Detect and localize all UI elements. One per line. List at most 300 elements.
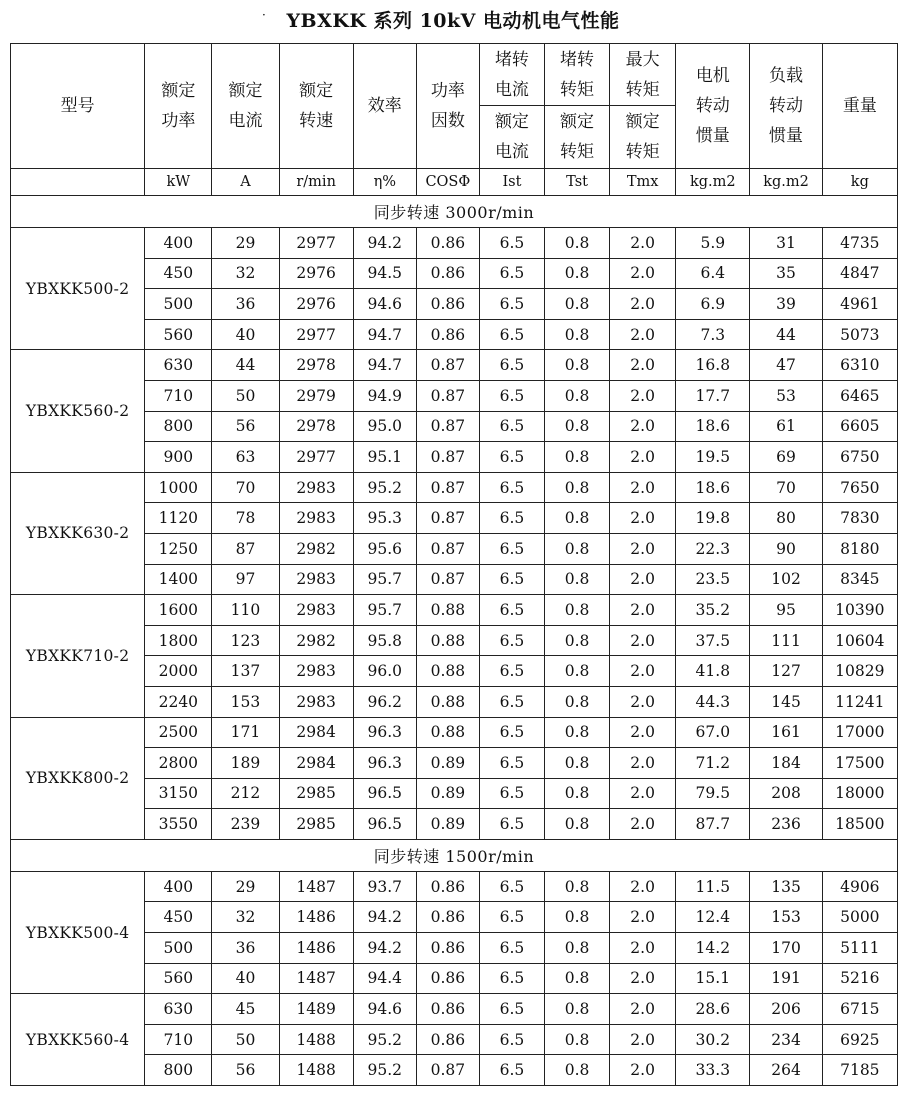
data-cell: 0.87 bbox=[416, 1055, 479, 1086]
data-cell: 2984 bbox=[279, 717, 353, 748]
data-cell: 94.4 bbox=[353, 963, 416, 994]
data-cell: 1600 bbox=[145, 595, 212, 626]
data-cell: 2500 bbox=[145, 717, 212, 748]
table-row bbox=[11, 871, 898, 902]
data-cell: 18.6 bbox=[676, 472, 750, 503]
model-cell: YBXKK630-2 bbox=[11, 472, 145, 594]
data-cell: 6.9 bbox=[676, 289, 750, 320]
data-cell: 2.0 bbox=[610, 933, 676, 964]
data-cell: 400 bbox=[145, 228, 212, 259]
data-cell: 0.8 bbox=[544, 503, 609, 534]
data-cell: 90 bbox=[750, 533, 822, 564]
data-cell: 127 bbox=[750, 656, 822, 687]
data-cell: 96.5 bbox=[353, 809, 416, 840]
data-cell: 47 bbox=[750, 350, 822, 381]
data-cell: 1250 bbox=[145, 533, 212, 564]
header-rated-speed: 额定 转速 bbox=[279, 44, 353, 169]
data-cell: 39 bbox=[750, 289, 822, 320]
data-cell: 1800 bbox=[145, 625, 212, 656]
data-cell: 161 bbox=[750, 717, 822, 748]
data-cell: 184 bbox=[750, 748, 822, 779]
model-cell: YBXKK500-2 bbox=[11, 228, 145, 350]
data-cell: 6.5 bbox=[479, 902, 544, 933]
data-cell: 1487 bbox=[279, 963, 353, 994]
data-cell: 6.5 bbox=[479, 778, 544, 809]
data-cell: 44.3 bbox=[676, 686, 750, 717]
data-cell: 560 bbox=[145, 319, 212, 350]
data-cell: 0.87 bbox=[416, 472, 479, 503]
data-cell: 0.8 bbox=[544, 350, 609, 381]
data-cell: 0.88 bbox=[416, 717, 479, 748]
header-model: 型号 bbox=[11, 44, 145, 169]
data-cell: 94.7 bbox=[353, 350, 416, 381]
data-cell: 110 bbox=[212, 595, 279, 626]
data-cell: 2.0 bbox=[610, 472, 676, 503]
data-cell: 7.3 bbox=[676, 319, 750, 350]
data-cell: 236 bbox=[750, 809, 822, 840]
data-cell: 450 bbox=[145, 258, 212, 289]
data-cell: 11.5 bbox=[676, 871, 750, 902]
data-cell: 0.89 bbox=[416, 809, 479, 840]
data-cell: 50 bbox=[212, 380, 279, 411]
data-cell: 61 bbox=[750, 411, 822, 442]
data-cell: 35 bbox=[750, 258, 822, 289]
data-cell: 6925 bbox=[822, 1024, 897, 1055]
data-cell: 6.5 bbox=[479, 1055, 544, 1086]
table-row bbox=[11, 228, 898, 259]
data-cell: 0.8 bbox=[544, 963, 609, 994]
data-cell: 95.2 bbox=[353, 472, 416, 503]
data-cell: 28.6 bbox=[676, 994, 750, 1025]
data-cell: 800 bbox=[145, 1055, 212, 1086]
data-cell: 69 bbox=[750, 442, 822, 473]
data-cell: 6.5 bbox=[479, 686, 544, 717]
data-cell: 630 bbox=[145, 994, 212, 1025]
data-cell: 95 bbox=[750, 595, 822, 626]
data-cell: 191 bbox=[750, 963, 822, 994]
data-cell: 123 bbox=[212, 625, 279, 656]
data-cell: 2.0 bbox=[610, 228, 676, 259]
data-cell: 0.87 bbox=[416, 380, 479, 411]
section-row bbox=[11, 839, 898, 871]
data-cell: 2983 bbox=[279, 686, 353, 717]
data-cell: 18000 bbox=[822, 778, 897, 809]
data-cell: 0.89 bbox=[416, 778, 479, 809]
data-cell: 2000 bbox=[145, 656, 212, 687]
data-cell: 94.2 bbox=[353, 933, 416, 964]
data-cell: 2.0 bbox=[610, 258, 676, 289]
data-cell: 36 bbox=[212, 289, 279, 320]
data-cell: 95.2 bbox=[353, 1024, 416, 1055]
data-cell: 2.0 bbox=[610, 564, 676, 595]
data-cell: 5000 bbox=[822, 902, 897, 933]
data-cell: 0.87 bbox=[416, 350, 479, 381]
data-cell: 6.5 bbox=[479, 442, 544, 473]
data-cell: 0.86 bbox=[416, 994, 479, 1025]
data-cell: 2.0 bbox=[610, 350, 676, 381]
table-row bbox=[11, 595, 898, 626]
data-cell: 6.5 bbox=[479, 319, 544, 350]
header-locked-torque-bottom: 额定 转矩 bbox=[544, 106, 609, 169]
data-cell: 87 bbox=[212, 533, 279, 564]
data-cell: 29 bbox=[212, 871, 279, 902]
unit-cell: COSΦ bbox=[416, 169, 479, 196]
data-cell: 17500 bbox=[822, 748, 897, 779]
data-cell: 19.8 bbox=[676, 503, 750, 534]
data-cell: 6.5 bbox=[479, 933, 544, 964]
data-cell: 53 bbox=[750, 380, 822, 411]
unit-cell: Ist bbox=[479, 169, 544, 196]
motor-performance-table bbox=[10, 43, 898, 1086]
data-cell: 6.5 bbox=[479, 1024, 544, 1055]
data-cell: 36 bbox=[212, 933, 279, 964]
data-cell: 6.5 bbox=[479, 411, 544, 442]
data-cell: 6.5 bbox=[479, 350, 544, 381]
data-cell: 2.0 bbox=[610, 902, 676, 933]
data-cell: 32 bbox=[212, 258, 279, 289]
header-motor-inertia: 电机 转动 惯量 bbox=[676, 44, 750, 169]
data-cell: 2.0 bbox=[610, 319, 676, 350]
data-cell: 153 bbox=[212, 686, 279, 717]
model-cell: YBXKK800-2 bbox=[11, 717, 145, 839]
unit-cell: Tst bbox=[544, 169, 609, 196]
data-cell: 2978 bbox=[279, 350, 353, 381]
data-cell: 2976 bbox=[279, 289, 353, 320]
data-cell: 208 bbox=[750, 778, 822, 809]
data-cell: 94.2 bbox=[353, 228, 416, 259]
data-cell: 6465 bbox=[822, 380, 897, 411]
data-cell: 5.9 bbox=[676, 228, 750, 259]
header-max-torque-top: 最大 转矩 bbox=[610, 44, 676, 106]
data-cell: 2982 bbox=[279, 625, 353, 656]
data-cell: 0.86 bbox=[416, 963, 479, 994]
data-cell: 94.9 bbox=[353, 380, 416, 411]
data-cell: 1120 bbox=[145, 503, 212, 534]
data-cell: 94.7 bbox=[353, 319, 416, 350]
data-cell: 2.0 bbox=[610, 1055, 676, 1086]
data-cell: 560 bbox=[145, 963, 212, 994]
data-cell: 18500 bbox=[822, 809, 897, 840]
unit-cell: r/min bbox=[279, 169, 353, 196]
data-cell: 153 bbox=[750, 902, 822, 933]
data-cell: 6.5 bbox=[479, 289, 544, 320]
data-cell: 32 bbox=[212, 902, 279, 933]
data-cell: 135 bbox=[750, 871, 822, 902]
data-cell: 0.8 bbox=[544, 809, 609, 840]
data-cell: 145 bbox=[750, 686, 822, 717]
data-cell: 31 bbox=[750, 228, 822, 259]
data-cell: 2240 bbox=[145, 686, 212, 717]
unit-cell: kg.m2 bbox=[750, 169, 822, 196]
data-cell: 2979 bbox=[279, 380, 353, 411]
data-cell: 71.2 bbox=[676, 748, 750, 779]
data-cell: 2.0 bbox=[610, 871, 676, 902]
data-cell: 102 bbox=[750, 564, 822, 595]
data-cell: 2.0 bbox=[610, 442, 676, 473]
data-cell: 2.0 bbox=[610, 994, 676, 1025]
data-cell: 87.7 bbox=[676, 809, 750, 840]
data-cell: 29 bbox=[212, 228, 279, 259]
data-cell: 0.8 bbox=[544, 380, 609, 411]
data-cell: 0.86 bbox=[416, 319, 479, 350]
unit-cell: kW bbox=[145, 169, 212, 196]
units-row bbox=[11, 169, 898, 196]
data-cell: 11241 bbox=[822, 686, 897, 717]
data-cell: 111 bbox=[750, 625, 822, 656]
data-cell: 78 bbox=[212, 503, 279, 534]
data-cell: 2984 bbox=[279, 748, 353, 779]
header-power-factor: 功率 因数 bbox=[416, 44, 479, 169]
data-cell: 2.0 bbox=[610, 533, 676, 564]
data-cell: 6310 bbox=[822, 350, 897, 381]
data-cell: 30.2 bbox=[676, 1024, 750, 1055]
data-cell: 264 bbox=[750, 1055, 822, 1086]
header-locked-current-bottom: 额定 电流 bbox=[479, 106, 544, 169]
data-cell: 70 bbox=[212, 472, 279, 503]
data-cell: 0.8 bbox=[544, 258, 609, 289]
unit-cell: Tmx bbox=[610, 169, 676, 196]
data-cell: 710 bbox=[145, 1024, 212, 1055]
header-locked-torque-top: 堵转 转矩 bbox=[544, 44, 609, 106]
table-row bbox=[11, 472, 898, 503]
data-cell: 0.86 bbox=[416, 289, 479, 320]
data-cell: 900 bbox=[145, 442, 212, 473]
data-cell: 1000 bbox=[145, 472, 212, 503]
data-cell: 96.5 bbox=[353, 778, 416, 809]
data-cell: 56 bbox=[212, 1055, 279, 1086]
data-cell: 0.88 bbox=[416, 656, 479, 687]
data-cell: 2977 bbox=[279, 442, 353, 473]
title-mark: · bbox=[262, 8, 266, 22]
data-cell: 0.86 bbox=[416, 258, 479, 289]
data-cell: 2978 bbox=[279, 411, 353, 442]
data-cell: 2.0 bbox=[610, 1024, 676, 1055]
data-cell: 2983 bbox=[279, 472, 353, 503]
data-cell: 0.8 bbox=[544, 533, 609, 564]
page-title: YBXKK 系列 10kV 电动机电气性能 bbox=[286, 10, 620, 32]
data-cell: 2977 bbox=[279, 228, 353, 259]
data-cell: 2.0 bbox=[610, 748, 676, 779]
data-cell: 0.87 bbox=[416, 411, 479, 442]
model-cell: YBXKK560-4 bbox=[11, 994, 145, 1086]
data-cell: 19.5 bbox=[676, 442, 750, 473]
data-cell: 212 bbox=[212, 778, 279, 809]
data-cell: 0.86 bbox=[416, 1024, 479, 1055]
data-cell: 2.0 bbox=[610, 595, 676, 626]
data-cell: 6.5 bbox=[479, 380, 544, 411]
data-cell: 10829 bbox=[822, 656, 897, 687]
data-cell: 170 bbox=[750, 933, 822, 964]
data-cell: 0.8 bbox=[544, 228, 609, 259]
data-cell: 137 bbox=[212, 656, 279, 687]
data-cell: 0.8 bbox=[544, 411, 609, 442]
data-cell: 45 bbox=[212, 994, 279, 1025]
data-cell: 67.0 bbox=[676, 717, 750, 748]
data-cell: 0.8 bbox=[544, 778, 609, 809]
data-cell: 239 bbox=[212, 809, 279, 840]
data-cell: 0.8 bbox=[544, 994, 609, 1025]
data-cell: 0.87 bbox=[416, 533, 479, 564]
data-cell: 44 bbox=[212, 350, 279, 381]
data-cell: 6.5 bbox=[479, 595, 544, 626]
data-cell: 6.5 bbox=[479, 564, 544, 595]
data-cell: 8345 bbox=[822, 564, 897, 595]
header-weight: 重量 bbox=[822, 44, 897, 169]
data-cell: 79.5 bbox=[676, 778, 750, 809]
data-cell: 171 bbox=[212, 717, 279, 748]
data-cell: 2976 bbox=[279, 258, 353, 289]
data-cell: 2.0 bbox=[610, 656, 676, 687]
model-cell: YBXKK500-4 bbox=[11, 871, 145, 993]
data-cell: 94.5 bbox=[353, 258, 416, 289]
data-cell: 6.5 bbox=[479, 871, 544, 902]
data-cell: 710 bbox=[145, 380, 212, 411]
unit-cell: η% bbox=[353, 169, 416, 196]
data-cell: 95.7 bbox=[353, 595, 416, 626]
data-cell: 80 bbox=[750, 503, 822, 534]
data-cell: 96.0 bbox=[353, 656, 416, 687]
data-cell: 2985 bbox=[279, 809, 353, 840]
data-cell: 2977 bbox=[279, 319, 353, 350]
data-cell: 96.3 bbox=[353, 717, 416, 748]
data-cell: 63 bbox=[212, 442, 279, 473]
data-cell: 95.1 bbox=[353, 442, 416, 473]
table-row bbox=[11, 350, 898, 381]
title-row bbox=[0, 0, 906, 40]
data-cell: 0.86 bbox=[416, 228, 479, 259]
data-cell: 33.3 bbox=[676, 1055, 750, 1086]
section-label: 同步转速 3000r/min bbox=[11, 196, 898, 228]
data-cell: 6.5 bbox=[479, 258, 544, 289]
data-cell: 35.2 bbox=[676, 595, 750, 626]
data-cell: 6605 bbox=[822, 411, 897, 442]
data-cell: 2983 bbox=[279, 595, 353, 626]
data-cell: 17000 bbox=[822, 717, 897, 748]
data-cell: 234 bbox=[750, 1024, 822, 1055]
data-cell: 5216 bbox=[822, 963, 897, 994]
data-cell: 0.87 bbox=[416, 564, 479, 595]
header-rated-power: 额定 功率 bbox=[145, 44, 212, 169]
data-cell: 400 bbox=[145, 871, 212, 902]
data-cell: 2.0 bbox=[610, 717, 676, 748]
data-cell: 0.86 bbox=[416, 933, 479, 964]
data-cell: 44 bbox=[750, 319, 822, 350]
data-cell: 500 bbox=[145, 933, 212, 964]
data-cell: 7650 bbox=[822, 472, 897, 503]
data-cell: 0.87 bbox=[416, 503, 479, 534]
data-cell: 93.7 bbox=[353, 871, 416, 902]
data-cell: 95.2 bbox=[353, 1055, 416, 1086]
data-cell: 6.5 bbox=[479, 503, 544, 534]
data-cell: 6.5 bbox=[479, 717, 544, 748]
data-cell: 95.3 bbox=[353, 503, 416, 534]
data-cell: 23.5 bbox=[676, 564, 750, 595]
data-cell: 2983 bbox=[279, 503, 353, 534]
data-cell: 0.89 bbox=[416, 748, 479, 779]
data-cell: 7830 bbox=[822, 503, 897, 534]
data-cell: 4847 bbox=[822, 258, 897, 289]
data-cell: 2.0 bbox=[610, 380, 676, 411]
data-cell: 0.86 bbox=[416, 871, 479, 902]
data-cell: 0.8 bbox=[544, 717, 609, 748]
data-cell: 0.8 bbox=[544, 319, 609, 350]
data-cell: 6.5 bbox=[479, 748, 544, 779]
data-cell: 2.0 bbox=[610, 963, 676, 994]
data-cell: 22.3 bbox=[676, 533, 750, 564]
data-cell: 800 bbox=[145, 411, 212, 442]
data-cell: 2.0 bbox=[610, 625, 676, 656]
data-cell: 2983 bbox=[279, 656, 353, 687]
data-cell: 37.5 bbox=[676, 625, 750, 656]
data-cell: 95.0 bbox=[353, 411, 416, 442]
data-cell: 14.2 bbox=[676, 933, 750, 964]
data-cell: 94.6 bbox=[353, 289, 416, 320]
data-cell: 1489 bbox=[279, 994, 353, 1025]
data-cell: 0.8 bbox=[544, 1055, 609, 1086]
table-row bbox=[11, 994, 898, 1025]
data-cell: 0.88 bbox=[416, 595, 479, 626]
data-cell: 95.6 bbox=[353, 533, 416, 564]
data-cell: 7185 bbox=[822, 1055, 897, 1086]
data-cell: 2.0 bbox=[610, 289, 676, 320]
section-label: 同步转速 1500r/min bbox=[11, 839, 898, 871]
data-cell: 96.2 bbox=[353, 686, 416, 717]
data-cell: 2.0 bbox=[610, 778, 676, 809]
data-cell: 0.8 bbox=[544, 595, 609, 626]
data-cell: 1486 bbox=[279, 933, 353, 964]
data-cell: 2.0 bbox=[610, 686, 676, 717]
data-cell: 0.8 bbox=[544, 1024, 609, 1055]
data-cell: 2983 bbox=[279, 564, 353, 595]
unit-cell: kg.m2 bbox=[676, 169, 750, 196]
data-cell: 2982 bbox=[279, 533, 353, 564]
data-cell: 5111 bbox=[822, 933, 897, 964]
data-cell: 95.7 bbox=[353, 564, 416, 595]
data-cell: 0.8 bbox=[544, 442, 609, 473]
header-locked-current-top: 堵转 电流 bbox=[479, 44, 544, 106]
unit-cell: A bbox=[212, 169, 279, 196]
data-cell: 0.87 bbox=[416, 442, 479, 473]
data-cell: 6715 bbox=[822, 994, 897, 1025]
data-cell: 15.1 bbox=[676, 963, 750, 994]
data-cell: 10604 bbox=[822, 625, 897, 656]
data-cell: 0.8 bbox=[544, 656, 609, 687]
data-cell: 18.6 bbox=[676, 411, 750, 442]
unit-cell: kg bbox=[822, 169, 897, 196]
data-cell: 6.4 bbox=[676, 258, 750, 289]
data-cell: 5073 bbox=[822, 319, 897, 350]
data-cell: 97 bbox=[212, 564, 279, 595]
data-cell: 3550 bbox=[145, 809, 212, 840]
data-cell: 41.8 bbox=[676, 656, 750, 687]
data-cell: 56 bbox=[212, 411, 279, 442]
data-cell: 0.8 bbox=[544, 289, 609, 320]
units-model-blank bbox=[11, 169, 145, 196]
data-cell: 1400 bbox=[145, 564, 212, 595]
header-load-inertia: 负载 转动 惯量 bbox=[750, 44, 822, 169]
data-cell: 0.8 bbox=[544, 686, 609, 717]
data-cell: 450 bbox=[145, 902, 212, 933]
data-cell: 96.3 bbox=[353, 748, 416, 779]
data-cell: 2.0 bbox=[610, 809, 676, 840]
data-cell: 16.8 bbox=[676, 350, 750, 381]
data-cell: 6.5 bbox=[479, 656, 544, 687]
data-cell: 6.5 bbox=[479, 533, 544, 564]
data-cell: 70 bbox=[750, 472, 822, 503]
data-cell: 2.0 bbox=[610, 411, 676, 442]
data-cell: 2800 bbox=[145, 748, 212, 779]
header-efficiency: 效率 bbox=[353, 44, 416, 169]
